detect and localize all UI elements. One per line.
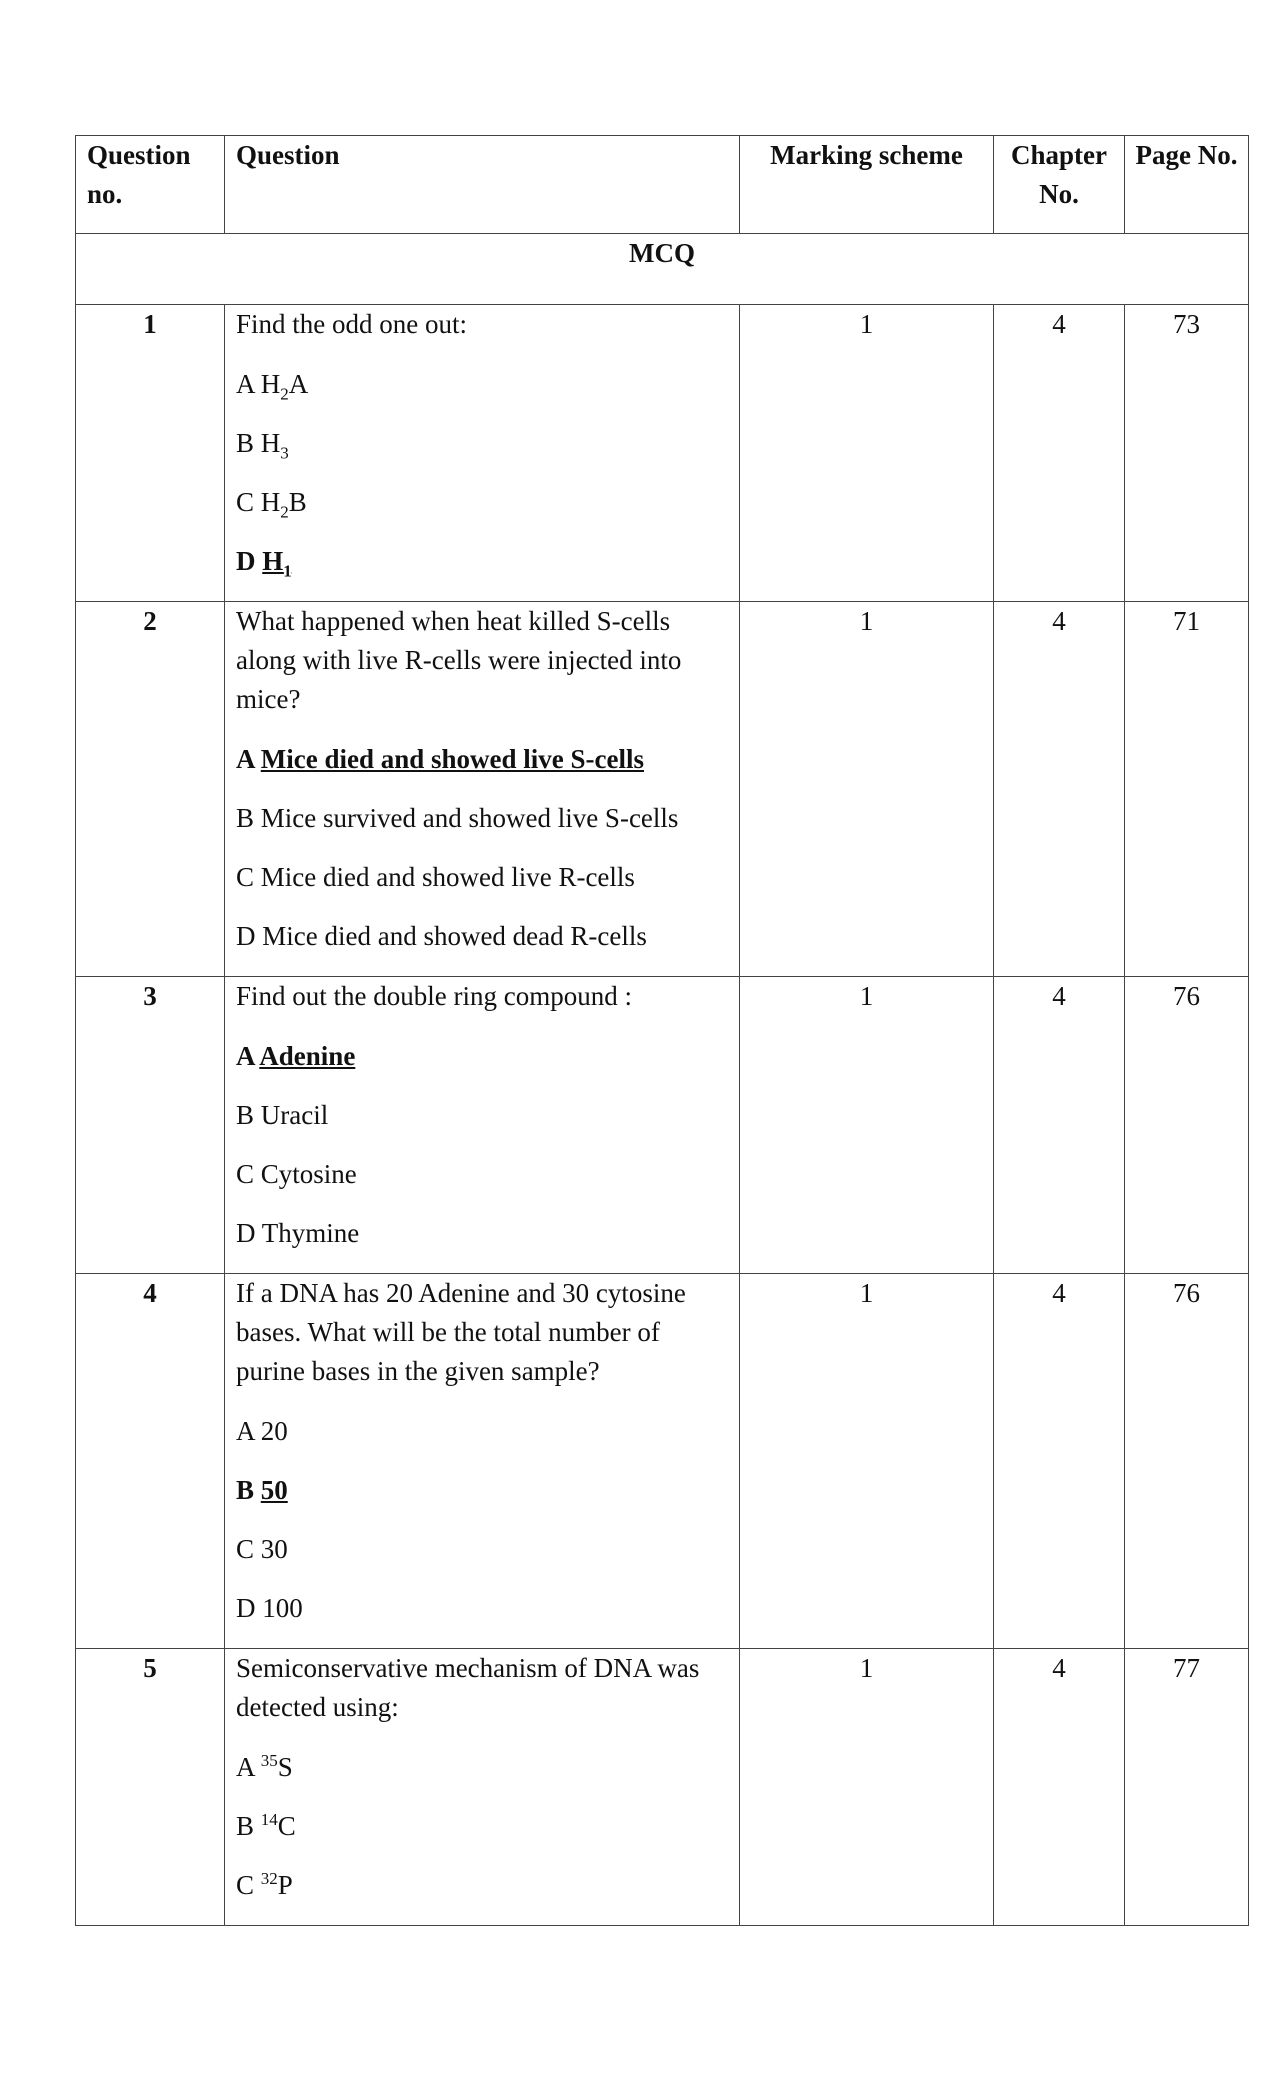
header-marking-scheme: Marking scheme: [740, 136, 994, 234]
question-number: 5: [76, 1649, 225, 1926]
question-number: 1: [76, 305, 225, 602]
option-text: Mice survived and showed live S-cells: [260, 803, 679, 833]
option-letter: D: [236, 1593, 263, 1623]
option-text: $^{35}$S: [260, 1751, 293, 1782]
question-number: 2: [76, 602, 225, 977]
header-page-no: Page No.: [1125, 136, 1249, 234]
question-text: Semiconservative mechanism of DNA was detected using:: [236, 1653, 700, 1722]
option-letter: D: [236, 1218, 262, 1248]
question-text: Find out the double ring compound :: [236, 981, 632, 1011]
option-text: Mice died and showed live R-cells: [260, 862, 635, 892]
option-superscript: 35: [260, 1751, 278, 1770]
option: [236, 483, 729, 522]
option: [236, 424, 729, 463]
option-text: Mice died and showed live S-cells: [260, 744, 645, 774]
marking-scheme-value: 1: [740, 977, 994, 1274]
option-letter: C: [236, 487, 261, 517]
header-row: [76, 136, 1249, 234]
question-row: [76, 602, 1249, 977]
question-row: [76, 1649, 1249, 1926]
question-row: [76, 1274, 1249, 1649]
option-letter: B: [236, 1811, 261, 1841]
question-text: What happened when heat killed S-cells along with live R-cells were injected into mice?: [236, 606, 682, 714]
option-letter: B: [236, 428, 261, 458]
option-text: 50: [260, 1475, 288, 1505]
header-question: Question: [225, 136, 740, 234]
question-text: Find the odd one out:: [236, 309, 467, 339]
marking-scheme-value: 1: [740, 305, 994, 602]
option-letter: C: [236, 1159, 261, 1189]
option-text: Mice died and showed dead R-cells: [262, 921, 647, 951]
option-subscript: 3: [280, 443, 289, 463]
option-text: $H_1$: [262, 546, 292, 581]
header-chapter-no: Chapter No.: [994, 136, 1125, 234]
option: [236, 1214, 729, 1253]
option-letter: D: [236, 546, 263, 576]
option: [236, 1748, 729, 1787]
option-text: $^{14}$C: [260, 1810, 296, 1841]
marking-scheme-value: 1: [740, 602, 994, 977]
section-title: MCQ: [76, 234, 1249, 305]
option-text: $^{32}$P: [260, 1869, 293, 1900]
option-text: 20: [260, 1416, 288, 1446]
option-text: $H_2A$: [260, 369, 309, 404]
option-subscript: 1: [283, 561, 292, 581]
marking-scheme-value: 1: [740, 1649, 994, 1926]
option-subscript: 2: [280, 502, 289, 522]
option-text: 30: [260, 1534, 288, 1564]
option: [236, 858, 729, 897]
option-letter: C: [236, 1870, 261, 1900]
page-no-value: 77: [1125, 1649, 1249, 1926]
page-no-value: 76: [1125, 977, 1249, 1274]
option-text: Thymine: [261, 1218, 360, 1248]
question-cell: [225, 602, 740, 977]
question-cell: [225, 977, 740, 1274]
page-no-value: 71: [1125, 602, 1249, 977]
correct-option: [236, 1471, 729, 1510]
option-letter: A: [236, 744, 261, 774]
answer-key-table: [75, 135, 1249, 1926]
question-row: [76, 305, 1249, 602]
option: [236, 365, 729, 404]
chapter-no-value: 4: [994, 602, 1125, 977]
chapter-no-value: 4: [994, 1274, 1125, 1649]
page-no-value: 73: [1125, 305, 1249, 602]
header-question-no: Question no.: [76, 136, 225, 234]
question-row: [76, 977, 1249, 1274]
question-text: If a DNA has 20 Adenine and 30 cytosine bases. What will be the total number of purine bases in the given sample?: [236, 1278, 686, 1386]
chapter-no-value: 4: [994, 1649, 1125, 1926]
option-letter: C: [236, 1534, 261, 1564]
option-subscript: 2: [280, 384, 289, 404]
correct-option: [236, 542, 729, 581]
option-text: $H_2B$: [260, 487, 307, 522]
section-row: [76, 234, 1249, 305]
correct-option: [236, 740, 729, 779]
option-text: 100: [262, 1593, 303, 1623]
option-letter: A: [236, 1041, 260, 1071]
option: [236, 1096, 729, 1135]
chapter-no-value: 4: [994, 977, 1125, 1274]
question-cell: [225, 1274, 740, 1649]
option-letter: C: [236, 862, 261, 892]
option: [236, 1589, 729, 1628]
option: [236, 1866, 729, 1905]
option-superscript: 14: [260, 1810, 278, 1829]
option: [236, 1530, 729, 1569]
option-letter: A: [236, 1416, 261, 1446]
option: [236, 1412, 729, 1451]
question-number: 4: [76, 1274, 225, 1649]
option-text: $H_3$: [260, 428, 289, 463]
option-letter: B: [236, 1475, 261, 1505]
option-letter: A: [236, 369, 261, 399]
option-text: Adenine: [259, 1041, 356, 1071]
option-text: Uracil: [260, 1100, 329, 1130]
marking-scheme-value: 1: [740, 1274, 994, 1649]
option: [236, 917, 729, 956]
question-cell: [225, 1649, 740, 1926]
option: [236, 1807, 729, 1846]
option-text: Cytosine: [260, 1159, 357, 1189]
question-number: 3: [76, 977, 225, 1274]
question-cell: [225, 305, 740, 602]
option: [236, 1155, 729, 1194]
option-letter: A: [236, 1752, 261, 1782]
option-letter: B: [236, 803, 261, 833]
option-letter: B: [236, 1100, 261, 1130]
chapter-no-value: 4: [994, 305, 1125, 602]
page-no-value: 76: [1125, 1274, 1249, 1649]
option-letter: D: [236, 921, 263, 951]
option: [236, 799, 729, 838]
correct-option: [236, 1037, 729, 1076]
option-superscript: 32: [260, 1869, 278, 1888]
answer-key-sheet: [75, 135, 1248, 1926]
